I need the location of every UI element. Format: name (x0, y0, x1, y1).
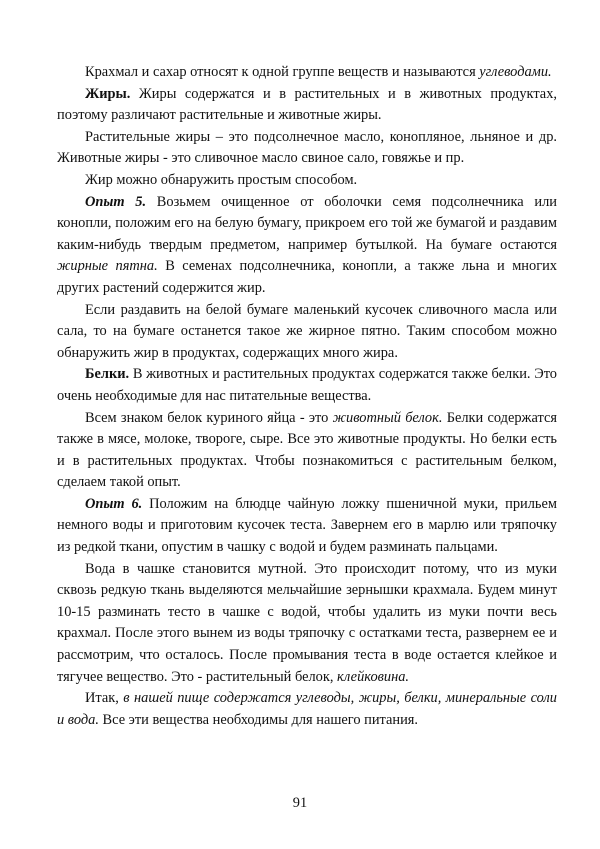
paragraph-animal-protein: Всем знаком белок куриного яйца - это животный белок. Белки содержатся также в мясе, молоке, твороге, сыре. Все это животные продукты. Но белки есть и в растительных продуктах. Чтобы познакомиться с растительным белком, сделаем такой опыт. (57, 409, 557, 491)
page-number: 91 (292, 795, 308, 811)
paragraph-summary: Итак, в нашей пище содержатся углеводы, жиры, белки, минеральные соли и вода. Все эти вещества необходимы для нашего питания. (57, 690, 557, 728)
page-body (57, 62, 557, 731)
paragraph-proteins-heading: Белки. В животных и растительных продуктах содержатся также белки. Это очень необходимые для нас питательные вещества. (57, 366, 557, 404)
paragraph-gluten: Вода в чашке становится мутной. Это происходит потому, что из муки сквозь редкую ткань выделяются мельчайшие зернышки крахмала. Будем минут 10-15 разминать тесто в чашке с водой, чтобы удалить из муки почти весь крахмал. После этого вынем из воды тряпочку с остатками теста, развернем ее и рассмотрим, что осталось. После промывания теста в воде остается клейкое и тягучее вещество. Это - растительный белок, клейковина. (57, 560, 557, 685)
paragraph-fat-detection: Жир можно обнаружить простым способом. (85, 171, 358, 188)
paragraph-experiment-6: Опыт 6. Положим на блюдце чайную ложку пшеничной муки, прильем немного воды и приготовим кусочек теста. Завернем его в марлю или тряпочку из редкой ткани, опустим в чашку с водой и будем разминать пальцами. (57, 495, 557, 556)
paragraph-fats-heading: Жиры. Жиры содержатся и в растительных и в животных продуктах, поэтому различают растительные и животные жиры. (57, 85, 557, 124)
paragraph-butter-stain: Если раздавить на белой бумаге маленький кусочек сливочного масла или сала, то на бумаге останется такое же жирное пятно. Таким способом можно обнаружить жир в продуктах, содержащих много жира. (57, 301, 557, 361)
paragraph-experiment-5: Опыт 5. Возьмем очищенное от оболочки семя подсолнечника или конопли, положим его на белую бумагу, прикроем его той же бумагой и раздавим каким-нибудь твердым предметом, например бутылкой. На бумаге остаются жирные пятна. В семенах подсолнечника, конопли, а также льна и многих других растений содержится жир. (57, 193, 558, 296)
paragraph-carbohydrates-intro: Крахмал и сахар относят к одной группе веществ и называются углеводами. (85, 64, 552, 80)
paragraph-fat-types: Растительные жиры – это подсолнечное масло, конопляное, льняное и др. Животные жиры - это сливочное масло свиное сало, говяжье и пр. (57, 128, 557, 167)
